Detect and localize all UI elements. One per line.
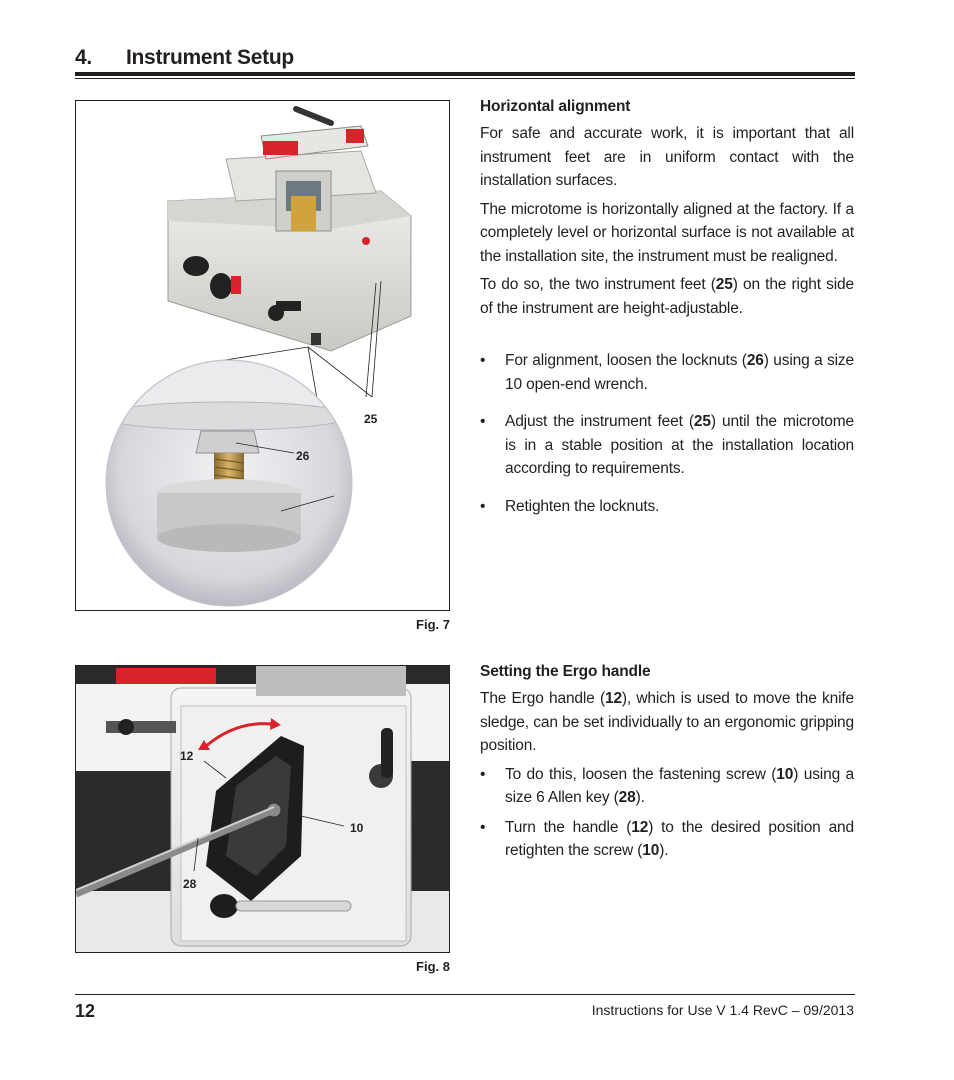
- document-info: Instructions for Use V 1.4 RevC – 09/2013: [591, 1002, 854, 1018]
- horizontal-paragraph-2: The microtome is horizontally aligned at the factory. If a completely level or horizontal surface is not available at the installation site, the instrument must be realigned.: [480, 200, 854, 265]
- callout-10: 10: [350, 821, 364, 835]
- figure-7-caption: Fig. 7: [416, 617, 450, 632]
- header-rule-thick: [75, 72, 855, 76]
- callout-25: 25: [364, 412, 378, 426]
- list-item: • Retighten the locknuts.: [480, 495, 854, 519]
- header-rule-thin: [75, 78, 855, 79]
- microtome-feet-illustration: [76, 101, 449, 610]
- page-number: 12: [75, 1001, 96, 1021]
- horizontal-steps-list: [480, 349, 854, 518]
- section-title: Instrument Setup: [126, 46, 294, 69]
- callout-26: 26: [296, 449, 310, 463]
- footer-rule: [75, 994, 855, 995]
- ergo-paragraph-1: The Ergo handle (12), which is used to move the knife sledge, can be set individually to an ergonomic gripping position.: [480, 690, 854, 754]
- list-item: • Adjust the instrument feet (25) until the microtome is in a stable position at the installation location according to requirements.: [480, 410, 854, 481]
- horizontal-paragraph-1: For safe and accurate work, it is important that all instrument feet are in uniform contact with the installation surfaces.: [480, 125, 854, 189]
- ergo-steps-list: [480, 763, 854, 863]
- horizontal-paragraph-3: To do so, the two instrument feet (25) on the right side of the instrument are height-adjustable.: [480, 276, 854, 317]
- horizontal-alignment-heading: Horizontal alignment: [480, 98, 631, 115]
- list-item: • To do this, loosen the fastening screw (10) using a size 6 Allen key (28).: [480, 763, 854, 810]
- ergo-handle-heading: Setting the Ergo handle: [480, 663, 651, 680]
- section-header: [75, 44, 855, 74]
- horizontal-alignment-section: [480, 96, 854, 532]
- callout-12: 12: [180, 749, 194, 763]
- callout-28: 28: [183, 877, 197, 891]
- section-number: 4.: [75, 46, 92, 69]
- figure-8-image: [75, 665, 450, 953]
- list-item: • For alignment, loosen the locknuts (26) using a size 10 open-end wrench.: [480, 349, 854, 396]
- figure-8-caption: Fig. 8: [416, 959, 450, 974]
- ergo-handle-illustration: [76, 666, 449, 952]
- list-item: • Turn the handle (12) to the desired position and retighten the screw (10).: [480, 816, 854, 863]
- figure-7-image: [75, 100, 450, 611]
- ergo-handle-section: [480, 661, 854, 869]
